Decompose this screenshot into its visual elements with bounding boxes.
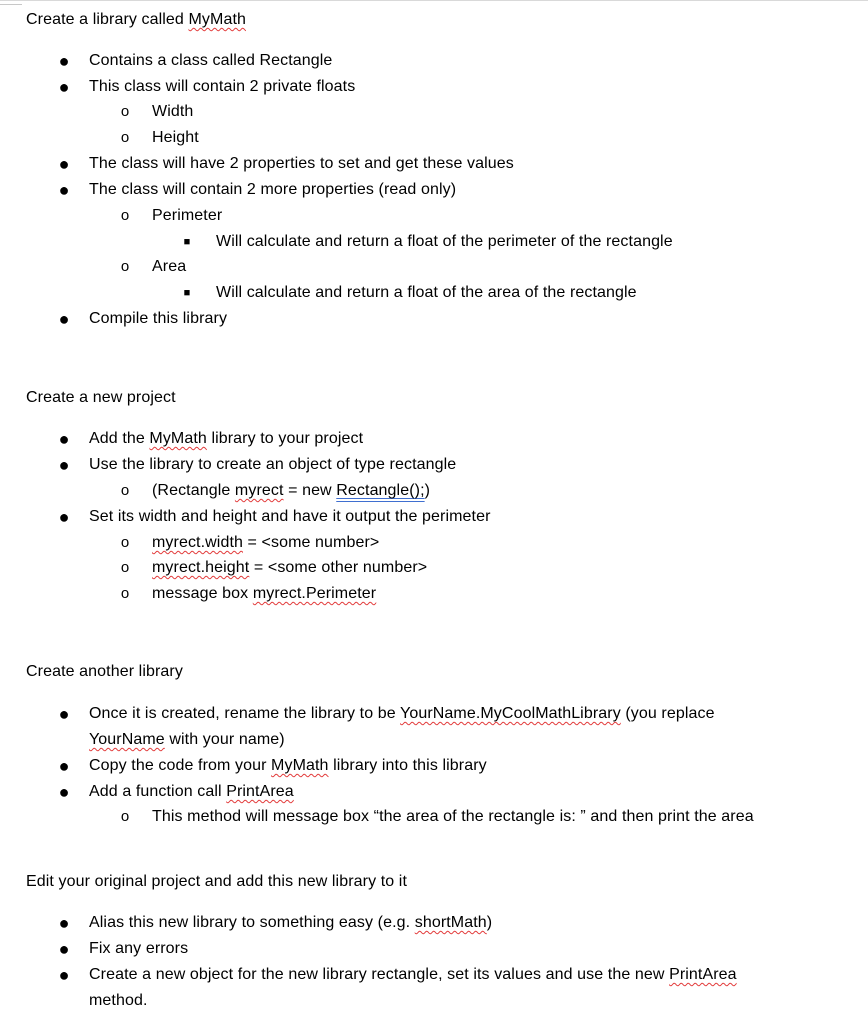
proofing-underline: YourName — [89, 731, 165, 748]
proofing-underline: myrect.Perimeter — [252, 585, 377, 602]
page-corner-mark — [0, 0, 22, 5]
proofing-underline: MyMath — [271, 757, 329, 774]
list-item: Add a function call PrintArea — [89, 783, 294, 800]
bullet-circle-icon: o — [120, 585, 130, 602]
section-heading-edit-project: Edit your original project and add this new library to it — [26, 873, 408, 890]
bullet-square-icon: ■ — [183, 287, 191, 299]
bullet-disc-icon: ● — [58, 51, 70, 71]
proofing-underline: MyMath — [188, 11, 246, 28]
list-item-continuation: method. — [89, 992, 148, 1009]
bullet-circle-icon: o — [120, 808, 130, 825]
list-item: Create a new object for the new library rectangle, set its values and use the new PrintArea — [89, 966, 737, 983]
bullet-disc-icon: ● — [58, 704, 70, 724]
list-item: Copy the code from your MyMath library into this library — [89, 757, 487, 774]
bullet-disc-icon: ● — [58, 429, 70, 449]
bullet-disc-icon: ● — [58, 77, 70, 97]
list-item: myrect.height = <some other number> — [152, 559, 428, 576]
page-top-border — [0, 0, 868, 1]
list-item: Set its width and height and have it output the perimeter — [89, 508, 491, 525]
list-item: Use the library to create an object of type rectangle — [89, 456, 457, 473]
list-item: Alias this new library to something easy (e.g. shortMath) — [89, 914, 493, 931]
bullet-disc-icon: ● — [58, 180, 70, 200]
list-item: Compile this library — [89, 310, 228, 327]
bullet-circle-icon: o — [120, 534, 130, 551]
section-heading-create-library: Create a library called MyMath — [26, 11, 246, 28]
bullet-square-icon: ■ — [183, 236, 191, 248]
list-item: The class will have 2 properties to set and get these values — [89, 155, 514, 172]
list-item: Width — [152, 103, 194, 120]
bullet-disc-icon: ● — [58, 782, 70, 802]
list-item: Once it is created, rename the library to be YourName.MyCoolMathLibrary (you replace — [89, 705, 715, 722]
bullet-circle-icon: o — [120, 258, 130, 275]
bullet-disc-icon: ● — [58, 756, 70, 776]
list-item: myrect.width = <some number> — [152, 534, 380, 551]
list-item: Height — [152, 129, 199, 146]
list-item: Will calculate and return a float of the perimeter of the rectangle — [216, 233, 673, 250]
bullet-disc-icon: ● — [58, 913, 70, 933]
bullet-disc-icon: ● — [58, 455, 70, 475]
list-item: Contains a class called Rectangle — [89, 52, 333, 69]
bullet-disc-icon: ● — [58, 965, 70, 985]
bullet-disc-icon: ● — [58, 154, 70, 174]
list-item: Will calculate and return a float of the area of the rectangle — [216, 284, 637, 301]
bullet-circle-icon: o — [120, 207, 130, 224]
proofing-underline: Rectangle(); — [336, 482, 425, 499]
proofing-underline: shortMath — [414, 914, 487, 931]
bullet-circle-icon: o — [120, 103, 130, 120]
list-item: message box myrect.Perimeter — [152, 585, 377, 602]
list-item: Fix any errors — [89, 940, 189, 957]
list-item: Perimeter — [152, 207, 223, 224]
bullet-circle-icon: o — [120, 129, 130, 146]
section-heading-another-library: Create another library — [26, 663, 183, 680]
bullet-disc-icon: ● — [58, 939, 70, 959]
proofing-underline: MyMath — [149, 430, 207, 447]
bullet-circle-icon: o — [120, 482, 130, 499]
proofing-underline: myrect.width — [152, 534, 243, 551]
bullet-disc-icon: ● — [58, 507, 70, 527]
proofing-underline: PrintArea — [669, 966, 737, 983]
proofing-underline: myrect — [234, 482, 284, 499]
proofing-underline: PrintArea — [226, 783, 294, 800]
proofing-underline: YourName.MyCoolMathLibrary — [400, 705, 621, 722]
list-item: This class will contain 2 private floats — [89, 78, 356, 95]
proofing-underline: myrect.height — [152, 559, 250, 576]
list-item: (Rectangle myrect = new Rectangle();) — [152, 482, 431, 499]
section-heading-new-project: Create a new project — [26, 389, 176, 406]
list-item: Area — [152, 258, 187, 275]
list-item: This method will message box “the area of the rectangle is: ” and then print the area — [152, 808, 754, 825]
list-item: The class will contain 2 more properties (read only) — [89, 181, 457, 198]
list-item: Add the MyMath library to your project — [89, 430, 364, 447]
bullet-disc-icon: ● — [58, 309, 70, 329]
bullet-circle-icon: o — [120, 559, 130, 576]
list-item-continuation: YourName with your name) — [89, 731, 285, 748]
